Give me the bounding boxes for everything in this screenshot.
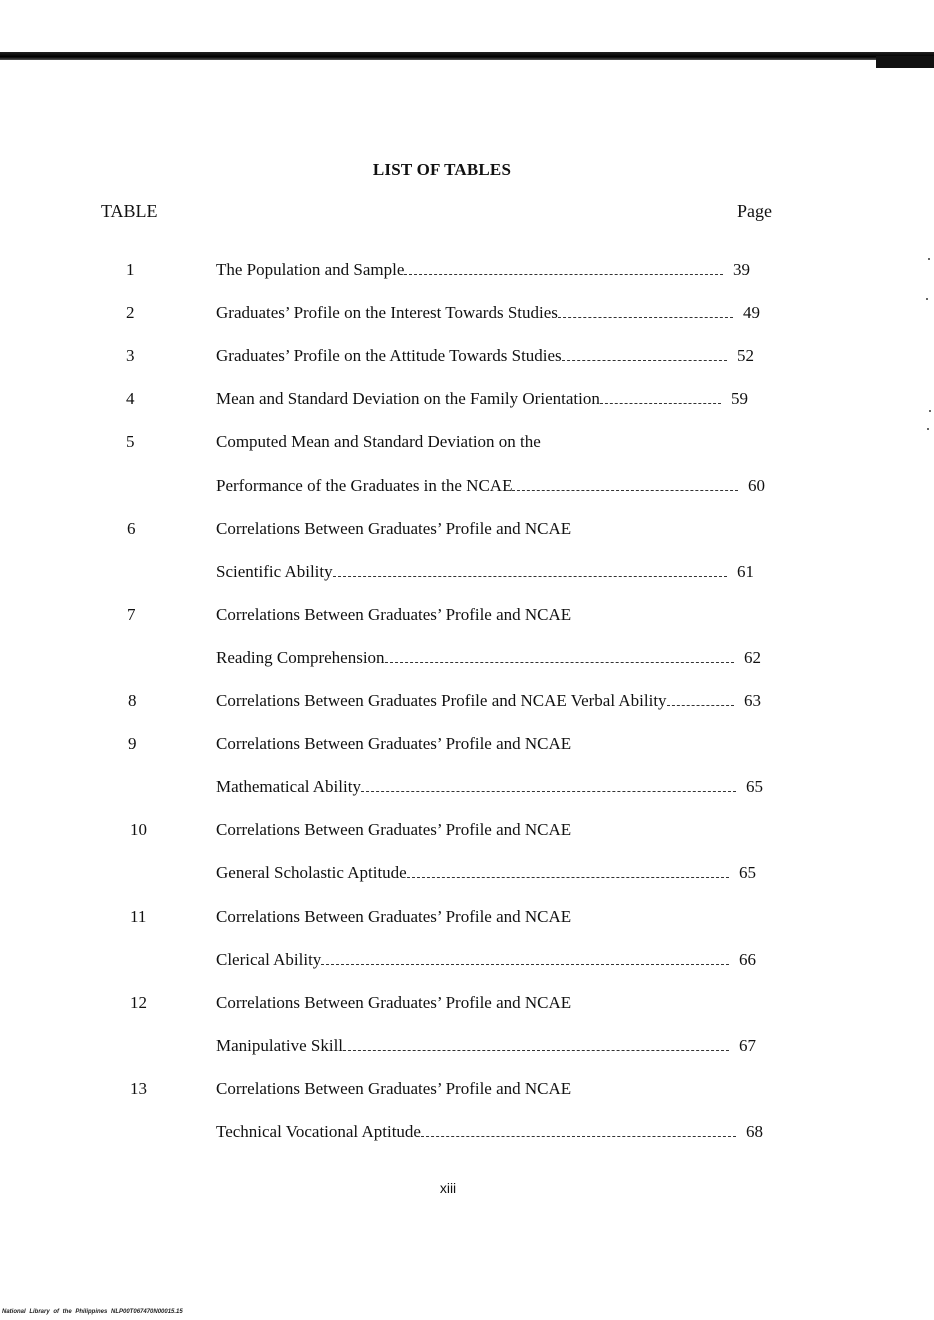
table-page-number: 66 [739, 949, 756, 969]
scan-speck [928, 258, 930, 260]
table-number: 8 [128, 691, 137, 710]
table-page-number: 61 [737, 561, 754, 581]
table-entry-title: Correlations Between Graduates Profile and NCAE Verbal Ability [216, 691, 667, 710]
table-entry-line [216, 775, 763, 799]
table-entry-title: Mean and Standard Deviation on the Family Orientation [216, 389, 600, 409]
table-entry-title: Reading Comprehension [216, 647, 385, 667]
table-page-number: 62 [744, 647, 761, 667]
table-number: 12 [130, 992, 147, 1012]
table-number: 6 [127, 518, 136, 538]
leader-dashes [407, 876, 729, 878]
table-entry-line [216, 301, 760, 325]
leader-dashes [404, 273, 723, 275]
table-entry-title: Graduates’ Profile on the Attitude Towards Studies [216, 346, 562, 366]
page-number: xiii [439, 1180, 457, 1196]
leader-dashes [343, 1049, 729, 1051]
scan-edge-tab [876, 56, 934, 68]
table-entry-line [216, 1120, 763, 1144]
table-number: 7 [127, 604, 136, 624]
column-header-page: Page [737, 201, 772, 221]
table-entry-line [216, 948, 756, 972]
table-page-number: 67 [739, 1035, 756, 1055]
scan-speck [927, 428, 929, 430]
table-entry-line [216, 560, 754, 584]
table-entry-line [216, 689, 761, 713]
table-entry-title: Correlations Between Graduates’ Profile and NCAE [216, 734, 572, 754]
table-entry-title: Correlations Between Graduates’ Profile and NCAE [216, 820, 572, 840]
table-number: 4 [126, 389, 135, 409]
table-page-number: 65 [739, 863, 756, 883]
table-entry-title: Correlations Between Graduates’ Profile and NCAE [216, 992, 572, 1012]
table-entry-title: Computed Mean and Standard Deviation on the [216, 432, 541, 452]
table-entry-title: Correlations Between Graduates’ Profile and NCAE [216, 604, 572, 624]
table-page-number: 52 [737, 346, 754, 366]
table-entry-title: Technical Vocational Aptitude [216, 1122, 421, 1141]
table-page-number: 39 [733, 260, 750, 279]
leader-dashes [385, 661, 734, 663]
table-entry-line [216, 258, 750, 282]
table-entry-title: Correlations Between Graduates’ Profile and NCAE [216, 906, 572, 926]
column-header-table: TABLE [101, 201, 158, 221]
table-number: 3 [126, 346, 135, 366]
table-entry-line-continued [216, 517, 571, 541]
table-entry-title: General Scholastic Aptitude [216, 863, 407, 883]
table-page-number: 49 [743, 303, 760, 323]
table-entry-title: Performance of the Graduates in the NCAE [216, 475, 513, 495]
table-entry-line-continued [216, 1077, 571, 1101]
table-entry-line-continued [216, 905, 571, 929]
table-number: 5 [126, 432, 135, 452]
table-number: 10 [130, 820, 147, 840]
library-watermark: National Library of the Philippines NLP00T067470N00015.15 [2, 1309, 183, 1315]
table-entry-title: The Population and Sample [216, 260, 405, 279]
table-entry-title: Correlations Between Graduates’ Profile and NCAE [216, 518, 572, 538]
scan-speck [926, 298, 928, 300]
table-entry-line [216, 646, 761, 670]
leader-dashes [562, 359, 727, 361]
table-entry-line [216, 474, 765, 498]
scan-speck [929, 410, 931, 412]
table-entry-line-continued [216, 818, 571, 842]
table-number: 1 [126, 260, 135, 279]
table-entry-title: Correlations Between Graduates’ Profile and NCAE [216, 1078, 572, 1098]
page-title: LIST OF TABLES [372, 160, 512, 179]
leader-dashes [321, 963, 729, 965]
table-number: 13 [130, 1078, 147, 1098]
leader-dashes [512, 489, 738, 491]
table-entry-line-continued [216, 991, 571, 1015]
table-number: 2 [126, 303, 135, 323]
scan-edge-bar [0, 52, 934, 60]
table-entry-title: Manipulative Skill [216, 1035, 344, 1055]
table-number: 9 [128, 734, 137, 754]
table-entry-line-continued [216, 732, 571, 756]
table-entry-line [216, 1034, 756, 1058]
table-entry-line-continued [216, 430, 541, 454]
leader-dashes [333, 575, 727, 577]
table-entry-line [216, 861, 756, 885]
table-page-number: 68 [746, 1122, 763, 1141]
table-number: 11 [130, 906, 147, 926]
leader-dashes [421, 1135, 736, 1137]
table-entry-line-continued [216, 603, 571, 627]
table-entry-title: Clerical Ability [216, 949, 322, 969]
table-page-number: 59 [731, 389, 748, 409]
leader-dashes [558, 316, 733, 318]
leader-dashes [667, 704, 734, 706]
table-entry-title: Graduates’ Profile on the Interest Towards Studies [216, 303, 558, 323]
table-entry-line [216, 387, 748, 411]
leader-dashes [600, 402, 721, 404]
table-entry-title: Mathematical Ability [216, 777, 361, 797]
table-entry-line [216, 344, 754, 368]
table-page-number: 63 [744, 691, 761, 710]
table-page-number: 65 [746, 777, 763, 797]
table-entry-title: Scientific Ability [216, 561, 333, 581]
leader-dashes [361, 790, 736, 792]
table-page-number: 60 [748, 475, 765, 495]
